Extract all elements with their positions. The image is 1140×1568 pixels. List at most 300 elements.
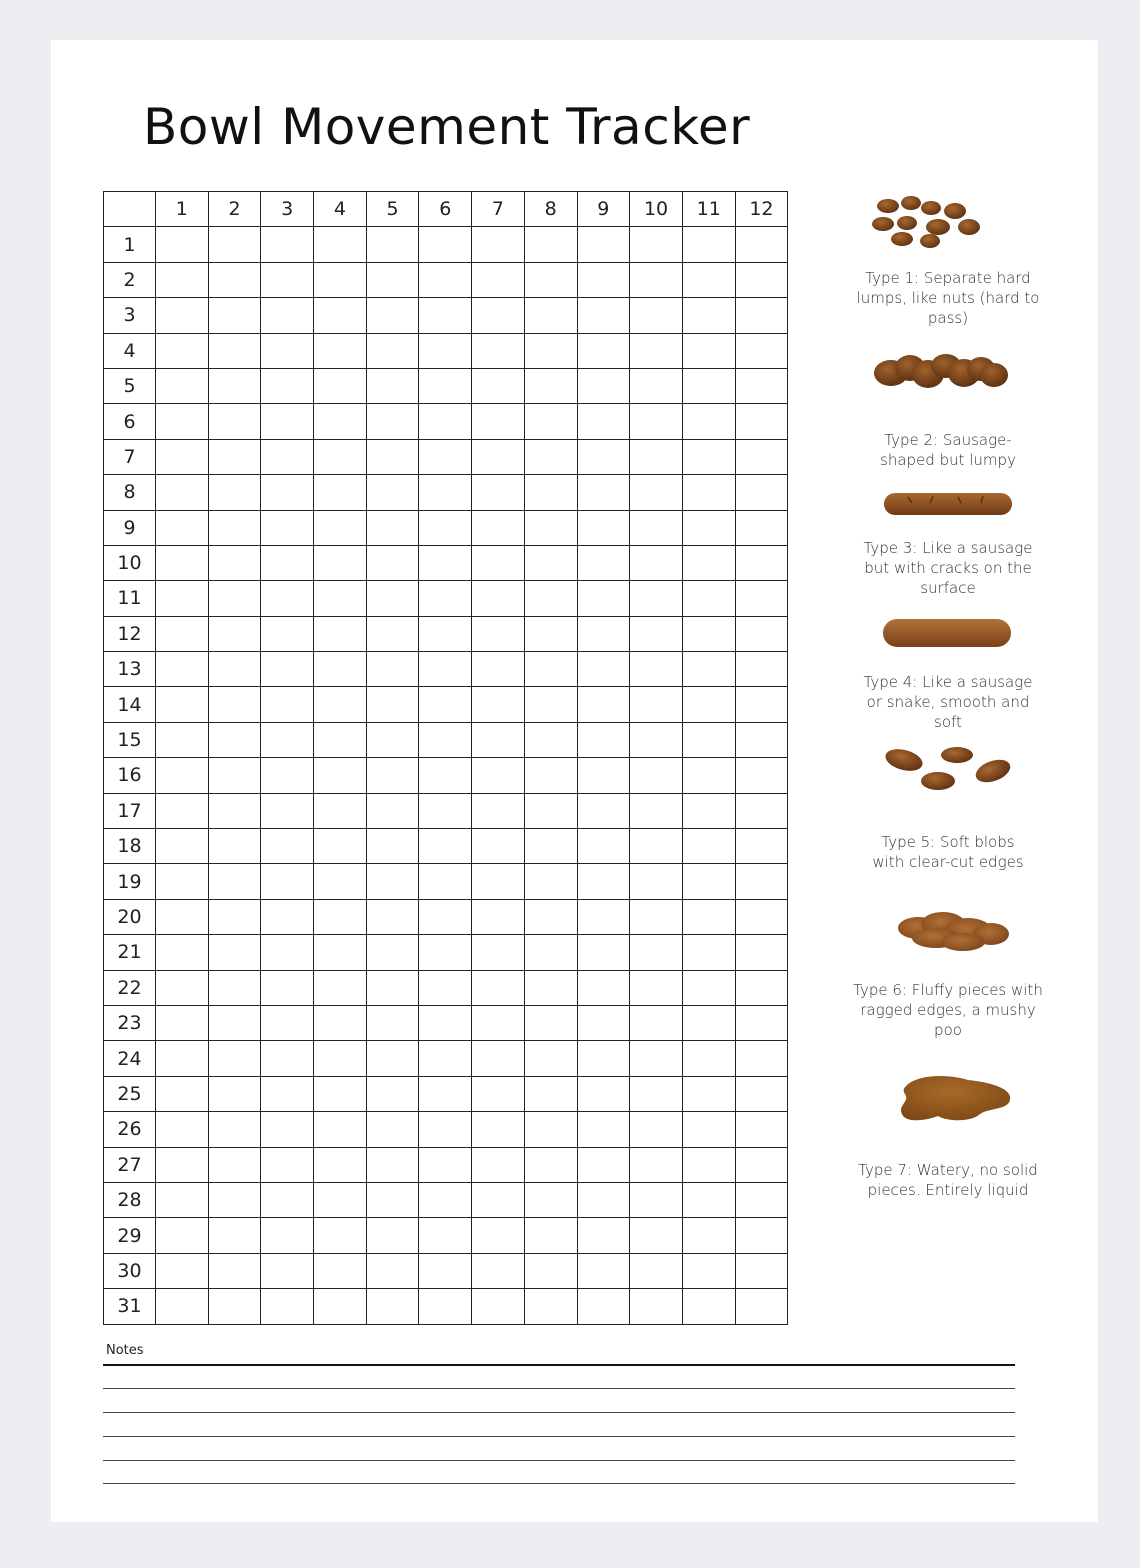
grid-cell[interactable] — [419, 404, 472, 439]
grid-cell[interactable] — [524, 1076, 577, 1111]
grid-cell[interactable] — [156, 1289, 209, 1324]
grid-cell[interactable] — [630, 1218, 683, 1253]
grid-cell[interactable] — [577, 368, 630, 403]
grid-cell[interactable] — [261, 829, 314, 864]
grid-cell[interactable] — [366, 1182, 419, 1217]
grid-cell[interactable] — [472, 1182, 525, 1217]
grid-cell[interactable] — [314, 793, 367, 828]
grid-cell[interactable] — [314, 1289, 367, 1324]
grid-cell[interactable] — [630, 616, 683, 651]
grid-cell[interactable] — [524, 545, 577, 580]
grid-cell[interactable] — [577, 1253, 630, 1288]
grid-cell[interactable] — [366, 970, 419, 1005]
grid-cell[interactable] — [524, 652, 577, 687]
note-line[interactable] — [103, 1412, 1015, 1413]
grid-cell[interactable] — [577, 333, 630, 368]
grid-cell[interactable] — [577, 545, 630, 580]
grid-cell[interactable] — [524, 1005, 577, 1040]
grid-cell[interactable] — [472, 475, 525, 510]
grid-cell[interactable] — [577, 1005, 630, 1040]
grid-cell[interactable] — [366, 262, 419, 297]
grid-cell[interactable] — [208, 227, 261, 262]
grid-cell[interactable] — [472, 333, 525, 368]
grid-cell[interactable] — [208, 935, 261, 970]
grid-cell[interactable] — [419, 368, 472, 403]
grid-cell[interactable] — [419, 829, 472, 864]
grid-cell[interactable] — [524, 829, 577, 864]
note-line[interactable] — [103, 1436, 1015, 1437]
grid-cell[interactable] — [630, 722, 683, 757]
grid-cell[interactable] — [682, 439, 735, 474]
grid-cell[interactable] — [314, 333, 367, 368]
grid-cell[interactable] — [366, 722, 419, 757]
grid-cell[interactable] — [682, 1218, 735, 1253]
grid-cell[interactable] — [366, 298, 419, 333]
grid-cell[interactable] — [735, 1253, 788, 1288]
grid-cell[interactable] — [366, 333, 419, 368]
grid-cell[interactable] — [261, 1218, 314, 1253]
grid-cell[interactable] — [208, 1289, 261, 1324]
grid-cell[interactable] — [524, 298, 577, 333]
grid-cell[interactable] — [314, 1147, 367, 1182]
grid-cell[interactable] — [524, 475, 577, 510]
grid-cell[interactable] — [524, 262, 577, 297]
grid-cell[interactable] — [366, 1147, 419, 1182]
note-line[interactable] — [103, 1388, 1015, 1389]
grid-cell[interactable] — [630, 864, 683, 899]
grid-cell[interactable] — [682, 935, 735, 970]
grid-cell[interactable] — [577, 899, 630, 934]
grid-cell[interactable] — [577, 475, 630, 510]
grid-cell[interactable] — [261, 1041, 314, 1076]
grid-cell[interactable] — [156, 227, 209, 262]
grid-cell[interactable] — [682, 1112, 735, 1147]
grid-cell[interactable] — [630, 899, 683, 934]
grid-cell[interactable] — [156, 262, 209, 297]
grid-cell[interactable] — [419, 793, 472, 828]
grid-cell[interactable] — [366, 864, 419, 899]
grid-cell[interactable] — [735, 793, 788, 828]
grid-cell[interactable] — [156, 1005, 209, 1040]
grid-cell[interactable] — [261, 793, 314, 828]
grid-cell[interactable] — [682, 298, 735, 333]
grid-cell[interactable] — [419, 545, 472, 580]
grid-cell[interactable] — [261, 475, 314, 510]
grid-cell[interactable] — [472, 368, 525, 403]
grid-cell[interactable] — [524, 510, 577, 545]
grid-cell[interactable] — [314, 1218, 367, 1253]
grid-cell[interactable] — [208, 652, 261, 687]
grid-cell[interactable] — [735, 1005, 788, 1040]
grid-cell[interactable] — [156, 899, 209, 934]
grid-cell[interactable] — [682, 652, 735, 687]
grid-cell[interactable] — [524, 793, 577, 828]
grid-cell[interactable] — [630, 368, 683, 403]
grid-cell[interactable] — [314, 616, 367, 651]
grid-cell[interactable] — [735, 1289, 788, 1324]
grid-cell[interactable] — [577, 1182, 630, 1217]
grid-cell[interactable] — [314, 581, 367, 616]
grid-cell[interactable] — [261, 227, 314, 262]
grid-cell[interactable] — [472, 1041, 525, 1076]
grid-cell[interactable] — [419, 970, 472, 1005]
grid-cell[interactable] — [682, 1147, 735, 1182]
grid-cell[interactable] — [472, 793, 525, 828]
grid-cell[interactable] — [156, 404, 209, 439]
grid-cell[interactable] — [261, 899, 314, 934]
grid-cell[interactable] — [577, 581, 630, 616]
grid-cell[interactable] — [314, 1041, 367, 1076]
grid-cell[interactable] — [577, 758, 630, 793]
grid-cell[interactable] — [208, 1253, 261, 1288]
grid-cell[interactable] — [314, 899, 367, 934]
grid-cell[interactable] — [366, 404, 419, 439]
grid-cell[interactable] — [419, 1112, 472, 1147]
grid-cell[interactable] — [524, 899, 577, 934]
grid-cell[interactable] — [524, 864, 577, 899]
grid-cell[interactable] — [419, 581, 472, 616]
grid-cell[interactable] — [577, 652, 630, 687]
grid-cell[interactable] — [577, 298, 630, 333]
grid-cell[interactable] — [630, 970, 683, 1005]
grid-cell[interactable] — [156, 1041, 209, 1076]
grid-cell[interactable] — [366, 1005, 419, 1040]
grid-cell[interactable] — [419, 1253, 472, 1288]
grid-cell[interactable] — [630, 262, 683, 297]
grid-cell[interactable] — [156, 722, 209, 757]
grid-cell[interactable] — [682, 1182, 735, 1217]
grid-cell[interactable] — [735, 368, 788, 403]
grid-cell[interactable] — [156, 793, 209, 828]
grid-cell[interactable] — [261, 262, 314, 297]
grid-cell[interactable] — [156, 616, 209, 651]
grid-cell[interactable] — [577, 722, 630, 757]
grid-cell[interactable] — [366, 935, 419, 970]
grid-cell[interactable] — [366, 793, 419, 828]
grid-cell[interactable] — [366, 1041, 419, 1076]
grid-cell[interactable] — [524, 616, 577, 651]
grid-cell[interactable] — [366, 510, 419, 545]
grid-cell[interactable] — [577, 793, 630, 828]
grid-cell[interactable] — [735, 475, 788, 510]
grid-cell[interactable] — [156, 439, 209, 474]
grid-cell[interactable] — [366, 545, 419, 580]
grid-cell[interactable] — [208, 1041, 261, 1076]
grid-cell[interactable] — [735, 545, 788, 580]
grid-cell[interactable] — [208, 1005, 261, 1040]
grid-cell[interactable] — [682, 1041, 735, 1076]
grid-cell[interactable] — [419, 935, 472, 970]
grid-cell[interactable] — [682, 475, 735, 510]
grid-cell[interactable] — [630, 1076, 683, 1111]
grid-cell[interactable] — [472, 864, 525, 899]
grid-cell[interactable] — [419, 1005, 472, 1040]
grid-cell[interactable] — [156, 1253, 209, 1288]
grid-cell[interactable] — [314, 298, 367, 333]
grid-cell[interactable] — [314, 545, 367, 580]
grid-cell[interactable] — [630, 1253, 683, 1288]
grid-cell[interactable] — [524, 333, 577, 368]
grid-cell[interactable] — [314, 404, 367, 439]
grid-cell[interactable] — [472, 899, 525, 934]
grid-cell[interactable] — [735, 333, 788, 368]
grid-cell[interactable] — [472, 298, 525, 333]
grid-cell[interactable] — [630, 298, 683, 333]
grid-cell[interactable] — [314, 262, 367, 297]
grid-cell[interactable] — [735, 510, 788, 545]
grid-cell[interactable] — [366, 829, 419, 864]
grid-cell[interactable] — [630, 1112, 683, 1147]
grid-cell[interactable] — [472, 722, 525, 757]
grid-cell[interactable] — [524, 1218, 577, 1253]
grid-cell[interactable] — [682, 227, 735, 262]
grid-cell[interactable] — [314, 935, 367, 970]
grid-cell[interactable] — [156, 935, 209, 970]
grid-cell[interactable] — [419, 1041, 472, 1076]
grid-cell[interactable] — [524, 439, 577, 474]
grid-cell[interactable] — [630, 935, 683, 970]
grid-cell[interactable] — [208, 1076, 261, 1111]
grid-cell[interactable] — [156, 581, 209, 616]
grid-cell[interactable] — [366, 227, 419, 262]
grid-cell[interactable] — [472, 545, 525, 580]
grid-cell[interactable] — [314, 687, 367, 722]
grid-cell[interactable] — [419, 722, 472, 757]
grid-cell[interactable] — [156, 652, 209, 687]
grid-cell[interactable] — [735, 829, 788, 864]
grid-cell[interactable] — [366, 652, 419, 687]
grid-cell[interactable] — [682, 333, 735, 368]
grid-cell[interactable] — [524, 1182, 577, 1217]
grid-cell[interactable] — [208, 722, 261, 757]
grid-cell[interactable] — [208, 475, 261, 510]
grid-cell[interactable] — [208, 545, 261, 580]
grid-cell[interactable] — [208, 864, 261, 899]
grid-cell[interactable] — [261, 616, 314, 651]
grid-cell[interactable] — [208, 970, 261, 1005]
grid-cell[interactable] — [577, 970, 630, 1005]
grid-cell[interactable] — [208, 368, 261, 403]
grid-cell[interactable] — [208, 1147, 261, 1182]
grid-cell[interactable] — [314, 1182, 367, 1217]
grid-cell[interactable] — [366, 439, 419, 474]
grid-cell[interactable] — [208, 793, 261, 828]
grid-cell[interactable] — [630, 1041, 683, 1076]
grid-cell[interactable] — [419, 1218, 472, 1253]
grid-cell[interactable] — [472, 652, 525, 687]
grid-cell[interactable] — [261, 439, 314, 474]
grid-cell[interactable] — [261, 864, 314, 899]
grid-cell[interactable] — [630, 758, 683, 793]
grid-cell[interactable] — [735, 616, 788, 651]
grid-cell[interactable] — [630, 510, 683, 545]
grid-cell[interactable] — [472, 1147, 525, 1182]
grid-cell[interactable] — [682, 1289, 735, 1324]
grid-cell[interactable] — [472, 616, 525, 651]
grid-cell[interactable] — [208, 404, 261, 439]
grid-cell[interactable] — [314, 1112, 367, 1147]
grid-cell[interactable] — [419, 899, 472, 934]
grid-cell[interactable] — [261, 510, 314, 545]
grid-cell[interactable] — [366, 1076, 419, 1111]
grid-cell[interactable] — [261, 758, 314, 793]
grid-cell[interactable] — [682, 829, 735, 864]
grid-cell[interactable] — [524, 227, 577, 262]
grid-cell[interactable] — [208, 298, 261, 333]
grid-cell[interactable] — [314, 829, 367, 864]
grid-cell[interactable] — [735, 1076, 788, 1111]
grid-cell[interactable] — [630, 1005, 683, 1040]
grid-cell[interactable] — [208, 510, 261, 545]
grid-cell[interactable] — [735, 262, 788, 297]
grid-cell[interactable] — [419, 262, 472, 297]
grid-cell[interactable] — [156, 298, 209, 333]
grid-cell[interactable] — [314, 510, 367, 545]
grid-cell[interactable] — [419, 227, 472, 262]
grid-cell[interactable] — [524, 1041, 577, 1076]
grid-cell[interactable] — [682, 262, 735, 297]
grid-cell[interactable] — [524, 581, 577, 616]
grid-cell[interactable] — [314, 652, 367, 687]
grid-cell[interactable] — [682, 581, 735, 616]
grid-cell[interactable] — [366, 1218, 419, 1253]
grid-cell[interactable] — [524, 687, 577, 722]
grid-cell[interactable] — [156, 864, 209, 899]
grid-cell[interactable] — [630, 687, 683, 722]
grid-cell[interactable] — [735, 758, 788, 793]
grid-cell[interactable] — [735, 298, 788, 333]
grid-cell[interactable] — [630, 652, 683, 687]
grid-cell[interactable] — [261, 970, 314, 1005]
grid-cell[interactable] — [366, 1289, 419, 1324]
grid-cell[interactable] — [366, 616, 419, 651]
grid-cell[interactable] — [156, 829, 209, 864]
grid-cell[interactable] — [314, 722, 367, 757]
grid-cell[interactable] — [577, 1289, 630, 1324]
grid-cell[interactable] — [472, 227, 525, 262]
grid-cell[interactable] — [314, 1253, 367, 1288]
grid-cell[interactable] — [630, 1147, 683, 1182]
grid-cell[interactable] — [472, 829, 525, 864]
grid-cell[interactable] — [524, 1112, 577, 1147]
grid-cell[interactable] — [524, 404, 577, 439]
grid-cell[interactable] — [682, 899, 735, 934]
grid-cell[interactable] — [735, 1182, 788, 1217]
grid-cell[interactable] — [682, 793, 735, 828]
grid-cell[interactable] — [630, 1289, 683, 1324]
grid-cell[interactable] — [735, 935, 788, 970]
grid-cell[interactable] — [261, 333, 314, 368]
grid-cell[interactable] — [261, 1253, 314, 1288]
grid-cell[interactable] — [472, 935, 525, 970]
grid-cell[interactable] — [314, 439, 367, 474]
grid-cell[interactable] — [630, 404, 683, 439]
grid-cell[interactable] — [419, 652, 472, 687]
grid-cell[interactable] — [577, 510, 630, 545]
grid-cell[interactable] — [682, 970, 735, 1005]
grid-cell[interactable] — [314, 475, 367, 510]
grid-cell[interactable] — [472, 1076, 525, 1111]
grid-cell[interactable] — [261, 404, 314, 439]
grid-cell[interactable] — [314, 227, 367, 262]
grid-cell[interactable] — [314, 1076, 367, 1111]
grid-cell[interactable] — [261, 1289, 314, 1324]
grid-cell[interactable] — [366, 368, 419, 403]
grid-cell[interactable] — [524, 722, 577, 757]
grid-cell[interactable] — [682, 510, 735, 545]
grid-cell[interactable] — [577, 616, 630, 651]
grid-cell[interactable] — [735, 1041, 788, 1076]
grid-cell[interactable] — [419, 1147, 472, 1182]
grid-cell[interactable] — [261, 1112, 314, 1147]
grid-cell[interactable] — [314, 970, 367, 1005]
grid-cell[interactable] — [735, 899, 788, 934]
grid-cell[interactable] — [472, 1005, 525, 1040]
grid-cell[interactable] — [577, 1147, 630, 1182]
grid-cell[interactable] — [208, 899, 261, 934]
grid-cell[interactable] — [419, 1182, 472, 1217]
grid-cell[interactable] — [472, 687, 525, 722]
grid-cell[interactable] — [314, 1005, 367, 1040]
grid-cell[interactable] — [524, 1253, 577, 1288]
grid-cell[interactable] — [156, 687, 209, 722]
grid-cell[interactable] — [208, 687, 261, 722]
grid-cell[interactable] — [261, 1182, 314, 1217]
grid-cell[interactable] — [156, 970, 209, 1005]
grid-cell[interactable] — [156, 1112, 209, 1147]
grid-cell[interactable] — [419, 864, 472, 899]
grid-cell[interactable] — [419, 298, 472, 333]
grid-cell[interactable] — [630, 475, 683, 510]
grid-cell[interactable] — [419, 439, 472, 474]
grid-cell[interactable] — [366, 581, 419, 616]
grid-cell[interactable] — [682, 758, 735, 793]
grid-cell[interactable] — [419, 687, 472, 722]
note-line[interactable] — [103, 1483, 1015, 1484]
grid-cell[interactable] — [261, 545, 314, 580]
grid-cell[interactable] — [735, 227, 788, 262]
grid-cell[interactable] — [472, 439, 525, 474]
grid-cell[interactable] — [261, 368, 314, 403]
grid-cell[interactable] — [682, 616, 735, 651]
grid-cell[interactable] — [577, 1112, 630, 1147]
grid-cell[interactable] — [630, 829, 683, 864]
grid-cell[interactable] — [630, 333, 683, 368]
grid-cell[interactable] — [524, 368, 577, 403]
grid-cell[interactable] — [577, 829, 630, 864]
grid-cell[interactable] — [261, 298, 314, 333]
grid-cell[interactable] — [630, 581, 683, 616]
grid-cell[interactable] — [735, 864, 788, 899]
grid-cell[interactable] — [261, 935, 314, 970]
grid-cell[interactable] — [419, 333, 472, 368]
grid-cell[interactable] — [630, 545, 683, 580]
grid-cell[interactable] — [366, 475, 419, 510]
note-line[interactable] — [103, 1364, 1015, 1366]
grid-cell[interactable] — [735, 652, 788, 687]
grid-cell[interactable] — [735, 722, 788, 757]
grid-cell[interactable] — [261, 581, 314, 616]
grid-cell[interactable] — [261, 1005, 314, 1040]
grid-cell[interactable] — [577, 439, 630, 474]
grid-cell[interactable] — [366, 758, 419, 793]
grid-cell[interactable] — [261, 1076, 314, 1111]
grid-cell[interactable] — [524, 1289, 577, 1324]
grid-cell[interactable] — [682, 722, 735, 757]
grid-cell[interactable] — [577, 864, 630, 899]
grid-cell[interactable] — [735, 1112, 788, 1147]
grid-cell[interactable] — [472, 262, 525, 297]
